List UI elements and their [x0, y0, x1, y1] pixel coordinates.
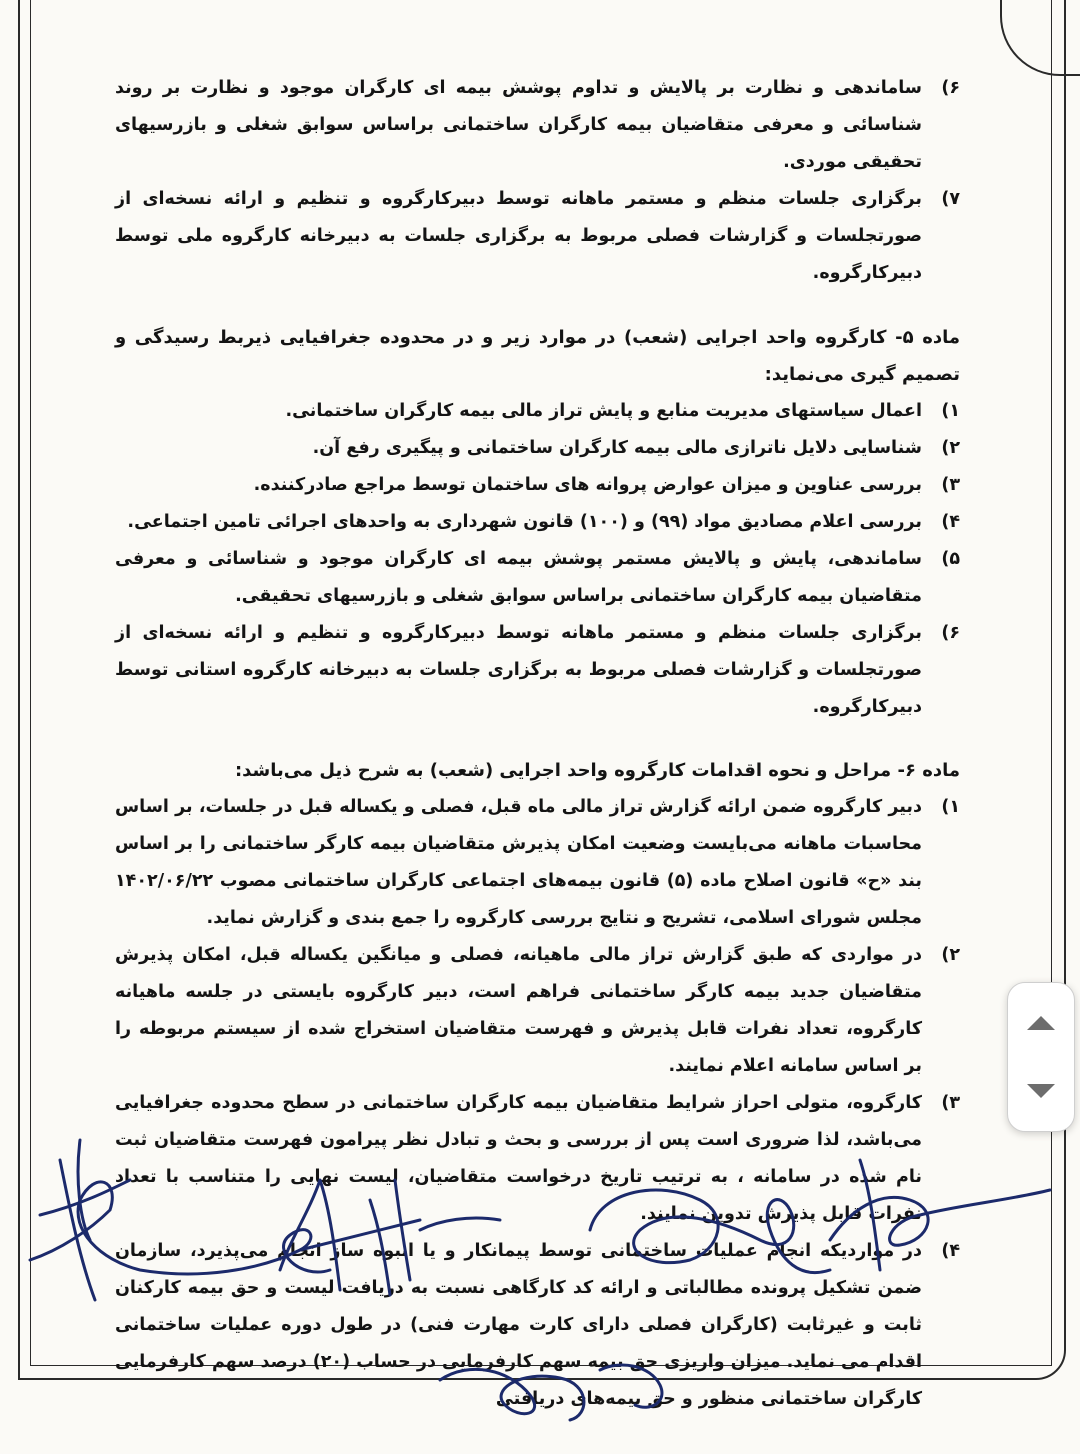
list-item: [115, 467, 960, 504]
item-number: ۴): [941, 512, 960, 532]
item-text: ساماندهی و نظارت بر پالایش و تداوم پوشش بیمه ای کارگران موجود و نظارت بر روند شناسائی و معرفی متقاضیان بیمه کارگران ساختمانی براساس سوابق شغلی و بازرسیهای تحقیقی موردی.: [115, 78, 922, 172]
item-number: ۱): [941, 797, 960, 817]
item-number: ۷): [941, 189, 960, 209]
scroll-down-button[interactable]: [1008, 1061, 1074, 1121]
item-text: بررسی اعلام مصادیق مواد (۹۹) و (۱۰۰) قانون شهرداری به واحدهای اجرائی تامین اجتماعی.: [127, 512, 922, 532]
list-item: [115, 504, 960, 541]
list-item: [115, 393, 960, 430]
list-item: [115, 541, 960, 615]
list-item: [115, 615, 960, 726]
article-5-heading: ماده ۵- کارگروه واحد اجرایی (شعب) در موارد زیر و در محدوده جغرافیایی ذیربط رسیدگی و تصمیم گیری می‌نماید:: [115, 327, 960, 385]
item-number: ۲): [941, 438, 960, 458]
item-text: ساماندهی، پایش و پالایش مستمر پوشش بیمه ای کارگران موجود و شناسائی و معرفی متقاضیان بیمه کارگران ساختمانی براساس سوابق شغلی و بازرسیهای تحقیقی.: [115, 549, 922, 606]
list-item: [115, 1233, 960, 1418]
item-number: ۳): [941, 1093, 960, 1113]
list-item: [115, 937, 960, 1085]
item-number: ۳): [941, 475, 960, 495]
list-item: [115, 181, 960, 292]
item-number: ۴): [941, 1241, 960, 1261]
list-item: [115, 789, 960, 937]
item-text: اعمال سیاستهای مدیریت منابع و پایش تراز مالی بیمه کارگران ساختمانی.: [285, 401, 922, 421]
list-item: [115, 430, 960, 467]
item-number: ۵): [941, 549, 960, 569]
arrow-down-icon: [1027, 1084, 1055, 1098]
item-text: بررسی عناوین و میزان عوارض پروانه های ساختمان توسط مراجع صادرکننده.: [253, 475, 922, 495]
item-text: دبیر کارگروه ضمن ارائه گزارش تراز مالی ماه قبل، فصلی و یکساله قبل در جلسات، بر اساس محاسبات ماهانه می‌بایست وضعیت امکان پذیرش متقاضیان بیمه کارگر ساختمانی را بر اساس بند «ح» قانون اصلاح ماده (۵) قانون بیمه‌های اجتماعی کارگران ساختمانی مصوب ۱۴۰۲/۰۶/۲۲ مجلس شورای اسلامی، تشریح و نتایج بررسی کارگروه را جمع بندی و گزارش نماید.: [115, 797, 922, 928]
article-6-heading: ماده ۶- مراحل و نحوه اقدامات کارگروه واحد اجرایی (شعب) به شرح ذیل می‌باشد:: [234, 760, 960, 781]
document-body: [115, 70, 960, 1418]
item-text: برگزاری جلسات منظم و مستمر ماهانه توسط دبیرکارگروه و تنظیم و ارائه نسخه‌ای از صورتجلسات و گزارشات فصلی مربوط به برگزاری جلسات به دبیرخانه کارگروه ملی توسط دبیرکارگروه.: [115, 189, 922, 283]
item-text: برگزاری جلسات منظم و مستمر ماهانه توسط دبیرکارگروه و تنظیم و ارائه نسخه‌ای از صورتجلسات و گزارشات فصلی مربوط به برگزاری جلسات به دبیرخانه کارگروه استانی توسط دبیرکارگروه.: [115, 623, 922, 717]
item-number: ۶): [941, 623, 960, 643]
item-number: ۶): [941, 78, 960, 98]
item-text: کارگروه، متولی احراز شرایط متقاضیان بیمه کارگران ساختمانی در سطح محدوده جغرافیایی می‌باشد، لذا ضروری است پس از بررسی و بحث و تبادل نظر پیرامون فهرست متقاضیان ثبت نام شده در سامانه ، به ترتیب تاریخ درخواست متقاضیان، لیست نهایی را متناسب با تعداد نفرات قابل پذیرش تدوین نمایند.: [115, 1093, 922, 1224]
item-text: در مواردیکه انجام عملیات ساختمانی توسط پیمانکار و یا انبوه ساز انجام می‌پذیرد، سازمان ضمن تشکیل پرونده مطالباتی و ارائه کد کارگاهی نسبت به دریافت لیست و حق بیمه کارکنان ثابت و غیرثابت (کارگران فصلی دارای کارت مهارت فنی) در طول دوره عملیات ساختمانی اقدام می نماید. میزان واریزی حق بیمه سهم کارفرمایی در حساب (۲۰) درصد سهم کارفرمایی کارگران ساختمانی منظور و حق بیمه‌های دریافتی: [115, 1241, 922, 1409]
scroll-controls: [1007, 982, 1075, 1132]
item-number: ۱): [941, 401, 960, 421]
item-text: شناسایی دلایل ناترازی مالی بیمه کارگران ساختمانی و پیگیری رفع آن.: [312, 438, 922, 458]
list-item: [115, 70, 960, 181]
item-number: ۲): [941, 945, 960, 965]
item-text: در مواردی که طبق گزارش تراز مالی ماهیانه، فصلی و میانگین یکساله قبل، امکان پذیرش متقاضیان جدید بیمه کارگر ساختمانی فراهم است، دبیر کارگروه بایستی در جلسه ماهیانه کارگروه، تعداد نفرات قابل پذیرش و فهرست متقاضیان استخراج شده از سیستم مربوطه را بر اساس سامانه اعلام نمایند.: [115, 945, 922, 1076]
scroll-up-button[interactable]: [1008, 993, 1074, 1053]
arrow-up-icon: [1027, 1016, 1055, 1030]
list-item: [115, 1085, 960, 1233]
